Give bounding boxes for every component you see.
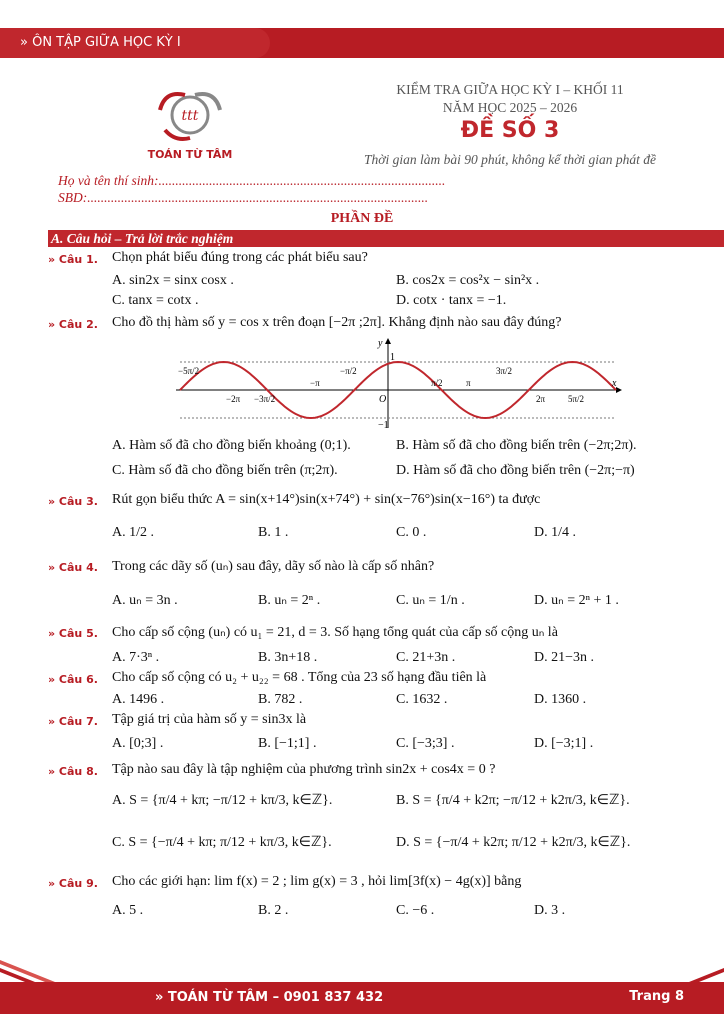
- exam-time: Thời gian làm bài 90 phút, không kể thời gian phát đề: [364, 152, 656, 167]
- q4-option-b[interactable]: B. uₙ = 2ⁿ .: [258, 593, 321, 608]
- q6-option-b[interactable]: B. 782 .: [258, 692, 303, 707]
- q6-option-c[interactable]: C. 1632 .: [396, 692, 448, 707]
- header-tag: » ÔN TẬP GIỮA HỌC KỲ I: [0, 28, 270, 58]
- y-label-1: 1: [390, 352, 395, 363]
- exam-title: ĐỀ SỐ 3: [460, 118, 560, 143]
- logo-mark-text: ttt: [181, 108, 199, 124]
- q1-text: Chọn phát biểu đúng trong các phát biểu sau?: [112, 250, 368, 265]
- x-label-origin: O: [379, 394, 387, 405]
- q3-option-c[interactable]: C. 0 .: [396, 525, 427, 540]
- q6-text: Cho cấp số cộng có u₂ + u₂₂ = 68 . Tổng của 23 số hạng đầu tiên là: [112, 670, 487, 685]
- logo: [140, 80, 240, 150]
- q7-text: Tập giá trị của hàm số y = sin3x là: [112, 712, 307, 727]
- y-axis-arrow: [385, 338, 391, 344]
- exam-line2: NĂM HỌC 2025 – 2026: [442, 100, 578, 115]
- q8-label: » Câu 8.: [48, 765, 98, 778]
- q3-option-d[interactable]: D. 1/4 .: [534, 525, 576, 540]
- q9-label: » Câu 9.: [48, 877, 98, 890]
- x-label-m3pi2: −3π/2: [254, 394, 276, 404]
- q5-label: » Câu 5.: [48, 627, 98, 640]
- q8-option-a[interactable]: A. S = {π/4 + kπ; −π/12 + kπ/3, k∈ℤ}.: [112, 793, 333, 808]
- q8-text: Tập nào sau đây là tập nghiệm của phương trình sin2x + cos4x = 0 ?: [112, 762, 496, 777]
- x-label-5pi2: 5π/2: [568, 394, 585, 404]
- q1-label: » Câu 1.: [48, 253, 98, 266]
- x-label-m5pi2: −5π/2: [178, 366, 200, 376]
- q6-option-d[interactable]: D. 1360 .: [534, 692, 587, 707]
- q9-option-c[interactable]: C. −6 .: [396, 903, 435, 918]
- q1-option-a[interactable]: A. sin2x = sinx cosx .: [112, 273, 234, 288]
- q8-option-c[interactable]: C. S = {−π/4 + kπ; π/12 + kπ/3, k∈ℤ}.: [112, 835, 332, 850]
- q3-label: » Câu 3.: [48, 495, 98, 508]
- q4-text: Trong các dãy số (uₙ) sau đây, dãy số nào là cấp số nhân?: [112, 559, 435, 574]
- q5-option-c[interactable]: C. 21+3n .: [396, 650, 456, 665]
- q9-option-a[interactable]: A. 5 .: [112, 903, 144, 918]
- q7-option-b[interactable]: B. [−1;1] .: [258, 736, 317, 751]
- q2-option-a[interactable]: A. Hàm số đã cho đồng biến khoảng (0;1).: [112, 438, 351, 453]
- q6-label: » Câu 6.: [48, 673, 98, 686]
- x-label-mpi: −π: [310, 378, 320, 388]
- q9-option-d[interactable]: D. 3 .: [534, 903, 566, 918]
- candidate-sbd: SBD:.....................................................................................................: [58, 190, 429, 205]
- q1-option-d[interactable]: D. cotx · tanx = −1.: [396, 293, 507, 308]
- cosine-graph: [176, 338, 622, 430]
- q3-option-a[interactable]: A. 1/2 .: [112, 525, 154, 540]
- q4-option-d[interactable]: D. uₙ = 2ⁿ + 1 .: [534, 593, 619, 608]
- candidate-name: Họ và tên thí sinh:.....................................................................................: [58, 173, 446, 188]
- footer-brand: » TOÁN TỪ TÂM – 0901 837 432: [155, 990, 384, 1005]
- x-label-3pi2: 3π/2: [496, 366, 513, 376]
- axis-x-label: x: [612, 378, 617, 389]
- section-title: A. Câu hỏi – Trả lời trắc nghiệm: [48, 230, 724, 247]
- footer-bar: [0, 982, 724, 1014]
- axis-y-label: y: [378, 338, 383, 349]
- q2-text: Cho đồ thị hàm số y = cos x trên đoạn [−2π ;2π]. Khẳng định nào sau đây đúng?: [112, 315, 562, 330]
- exam-line1: KIỂM TRA GIỮA HỌC KỲ I – KHỐI 11: [396, 82, 624, 97]
- q2-option-c[interactable]: C. Hàm số đã cho đồng biến trên (π;2π).: [112, 463, 338, 478]
- q8-option-b[interactable]: B. S = {π/4 + k2π; −π/12 + k2π/3, k∈ℤ}.: [396, 793, 630, 808]
- q5-option-a[interactable]: A. 7·3ⁿ .: [112, 650, 160, 665]
- x-label-pi: π: [466, 378, 471, 388]
- q7-option-c[interactable]: C. [−3;3] .: [396, 736, 455, 751]
- x-label-2pi: 2π: [536, 394, 546, 404]
- x-label-pi2: π/2: [431, 378, 443, 388]
- q3-option-b[interactable]: B. 1 .: [258, 525, 289, 540]
- q4-label: » Câu 4.: [48, 561, 98, 574]
- q5-option-d[interactable]: D. 21−3n .: [534, 650, 595, 665]
- q2-option-d[interactable]: D. Hàm số đã cho đồng biến trên (−2π;−π): [396, 463, 635, 478]
- q5-option-b[interactable]: B. 3n+18 .: [258, 650, 318, 665]
- q3-text: Rút gọn biểu thức A = sin(x+14°)sin(x+74°) + sin(x−76°)sin(x−16°) ta được: [112, 492, 541, 507]
- footer-decoration: [0, 958, 724, 984]
- q1-option-c[interactable]: C. tanx = cotx .: [112, 293, 199, 308]
- q5-text: Cho cấp số cộng (uₙ) có u₁ = 21, d = 3. Số hạng tổng quát của cấp số cộng uₙ là: [112, 625, 558, 640]
- q9-text: Cho các giới hạn: lim f(x) = 2 ; lim g(x) = 3 , hỏi lim[3f(x) − 4g(x)] bằng: [112, 874, 522, 889]
- q9-option-b[interactable]: B. 2 .: [258, 903, 289, 918]
- part-title: PHẦN ĐỀ: [330, 211, 394, 226]
- q8-option-d[interactable]: D. S = {−π/4 + k2π; π/12 + k2π/3, k∈ℤ}.: [396, 835, 631, 850]
- x-label-mpi2: −π/2: [340, 366, 357, 376]
- logo-brand: TOÁN TỪ TÂM: [147, 148, 233, 161]
- q1-option-b[interactable]: B. cos2x = cos²x − sin²x .: [396, 273, 540, 288]
- q4-option-c[interactable]: C. uₙ = 1/n .: [396, 593, 465, 608]
- x-axis-arrow: [616, 387, 622, 393]
- q6-option-a[interactable]: A. 1496 .: [112, 692, 165, 707]
- q7-option-d[interactable]: D. [−3;1] .: [534, 736, 594, 751]
- x-label-m2pi: −2π: [226, 394, 241, 404]
- q7-label: » Câu 7.: [48, 715, 98, 728]
- logo-mark-icon: [140, 80, 240, 150]
- q4-option-a[interactable]: A. uₙ = 3n .: [112, 593, 178, 608]
- q2-option-b[interactable]: B. Hàm số đã cho đồng biến trên (−2π;2π).: [396, 438, 637, 453]
- y-label-m1: −1: [378, 420, 389, 430]
- header-bar: [0, 28, 724, 58]
- page-number: Trang 8: [629, 989, 684, 1004]
- q7-option-a[interactable]: A. [0;3] .: [112, 736, 164, 751]
- q2-label: » Câu 2.: [48, 318, 98, 331]
